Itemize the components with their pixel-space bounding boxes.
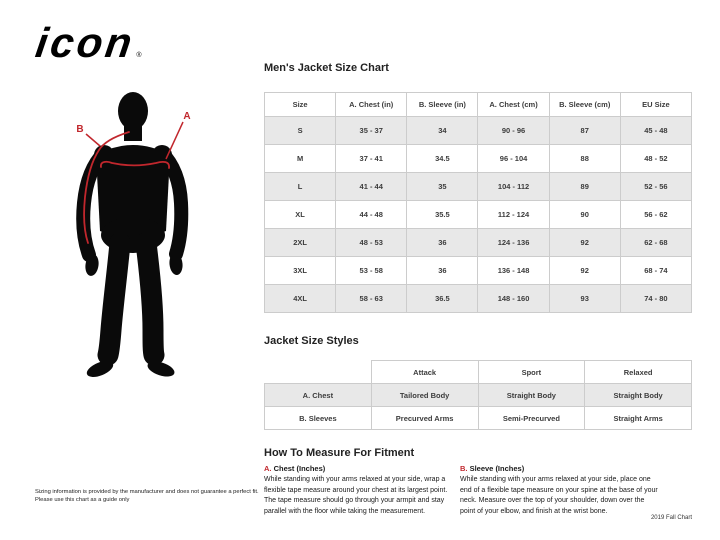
size-row-2xl: [265, 229, 692, 257]
cell: 36: [407, 229, 478, 257]
col-header-chest-in: A. Chest (in): [336, 93, 407, 117]
cell: 35 - 37: [336, 117, 407, 145]
size-chart-title: Men's Jacket Size Chart: [264, 62, 389, 74]
measure-chest-heading-text: Chest (Inches): [271, 464, 326, 473]
cell: 3XL: [265, 257, 336, 285]
measure-chest-prefix: A.: [264, 464, 272, 473]
measure-sleeve-column: [460, 464, 660, 517]
cell: 34.5: [407, 145, 478, 173]
chart-version-label: 2019 Fall Chart: [650, 515, 692, 521]
size-chart-table: [264, 92, 692, 313]
size-row-xl: [265, 201, 692, 229]
cell: 148 - 160: [478, 285, 549, 313]
size-row-3xl: [265, 257, 692, 285]
body-silhouette: [83, 92, 183, 380]
cell: 37 - 41: [336, 145, 407, 173]
cell: Tailored Body: [371, 384, 478, 407]
col-header-sleeve-cm: B. Sleeve (cm): [549, 93, 620, 117]
chest-label-a: A: [183, 111, 191, 122]
cell: 124 - 136: [478, 229, 549, 257]
cell: 87: [549, 117, 620, 145]
blank-corner-cell: [265, 361, 372, 384]
cell: 112 - 124: [478, 201, 549, 229]
label-b-pointer-line: [86, 134, 100, 146]
measure-chest-instructions: While standing with your arms relaxed at your side, wrap a flexible tape measure around your chest at its largest point. The tape measure should go through your armpit and stay parallel with the floor while taking the measurement.: [264, 476, 448, 515]
style-chart-header-row: [265, 361, 692, 384]
cell: 52 - 56: [620, 173, 691, 201]
col-header-chest-cm: A. Chest (cm): [478, 93, 549, 117]
cell: 36.5: [407, 285, 478, 313]
cell: 90 - 96: [478, 117, 549, 145]
size-row-s: [265, 117, 692, 145]
measure-chest-heading: [264, 464, 450, 473]
cell: 36: [407, 257, 478, 285]
icon-brand-logo: [32, 19, 142, 66]
col-header-attack: Attack: [371, 361, 478, 384]
size-chart-header-row: [265, 93, 692, 117]
size-row-l: [265, 173, 692, 201]
cell: 35: [407, 173, 478, 201]
sizing-disclaimer: Sizing information is provided by the manufacturer and does not guarantee a perfect fit. Please use this chart as a guide only: [35, 489, 259, 503]
cell: 90: [549, 201, 620, 229]
logo-wordmark: icon: [32, 19, 138, 66]
col-header-size: Size: [265, 93, 336, 117]
style-row-sleeves: [265, 407, 692, 430]
col-header-sleeve-in: B. Sleeve (in): [407, 93, 478, 117]
sleeve-label-b: B: [76, 124, 84, 135]
cell: 68 - 74: [620, 257, 691, 285]
measure-sleeve-prefix: B.: [460, 464, 468, 473]
style-row-chest: [265, 384, 692, 407]
cell: 41 - 44: [336, 173, 407, 201]
cell: Straight Body: [478, 384, 585, 407]
measurement-figure: [30, 85, 240, 385]
size-row-m: [265, 145, 692, 173]
cell: 88: [549, 145, 620, 173]
measure-chest-column: [264, 464, 450, 517]
cell: 34: [407, 117, 478, 145]
cell: Semi-Precurved: [478, 407, 585, 430]
cell: 2XL: [265, 229, 336, 257]
measure-section-title: How To Measure For Fitment: [264, 447, 415, 459]
cell: S: [265, 117, 336, 145]
cell: 53 - 58: [336, 257, 407, 285]
cell: 136 - 148: [478, 257, 549, 285]
cell: 92: [549, 257, 620, 285]
size-row-4xl: [265, 285, 692, 313]
cell: Straight Arms: [585, 407, 692, 430]
measure-sleeve-heading-text: Sleeve (Inches): [467, 464, 525, 473]
cell: 35.5: [407, 201, 478, 229]
cell: Straight Body: [585, 384, 692, 407]
body-silhouette-svg: [30, 85, 240, 385]
cell: 93: [549, 285, 620, 313]
measure-sleeve-heading: [460, 464, 660, 473]
cell: L: [265, 173, 336, 201]
row-header-chest: A. Chest: [265, 384, 372, 407]
cell: 48 - 53: [336, 229, 407, 257]
cell: 92: [549, 229, 620, 257]
cell: 48 - 52: [620, 145, 691, 173]
label-a-pointer-line: [166, 122, 183, 159]
cell: 96 - 104: [478, 145, 549, 173]
registered-trademark-symbol: ®: [136, 52, 142, 60]
cell: 62 - 68: [620, 229, 691, 257]
col-header-sport: Sport: [478, 361, 585, 384]
cell: 4XL: [265, 285, 336, 313]
col-header-relaxed: Relaxed: [585, 361, 692, 384]
style-chart-table: [264, 360, 692, 430]
style-chart-title: Jacket Size Styles: [264, 335, 359, 347]
cell: 56 - 62: [620, 201, 691, 229]
measure-sleeve-instructions: While standing with your arms relaxed at your side, place one end of a flexible tape measure on your spine at the base of your neck. Measure over the top of your shoulder, down over the point of your elbow, and finish at the wrist bone.: [460, 476, 658, 515]
col-header-eu-size: EU Size: [620, 93, 691, 117]
cell: Precurved Arms: [371, 407, 478, 430]
cell: 89: [549, 173, 620, 201]
row-header-sleeves: B. Sleeves: [265, 407, 372, 430]
cell: 74 - 80: [620, 285, 691, 313]
cell: 58 - 63: [336, 285, 407, 313]
cell: XL: [265, 201, 336, 229]
cell: 104 - 112: [478, 173, 549, 201]
cell: 44 - 48: [336, 201, 407, 229]
cell: 45 - 48: [620, 117, 691, 145]
cell: M: [265, 145, 336, 173]
